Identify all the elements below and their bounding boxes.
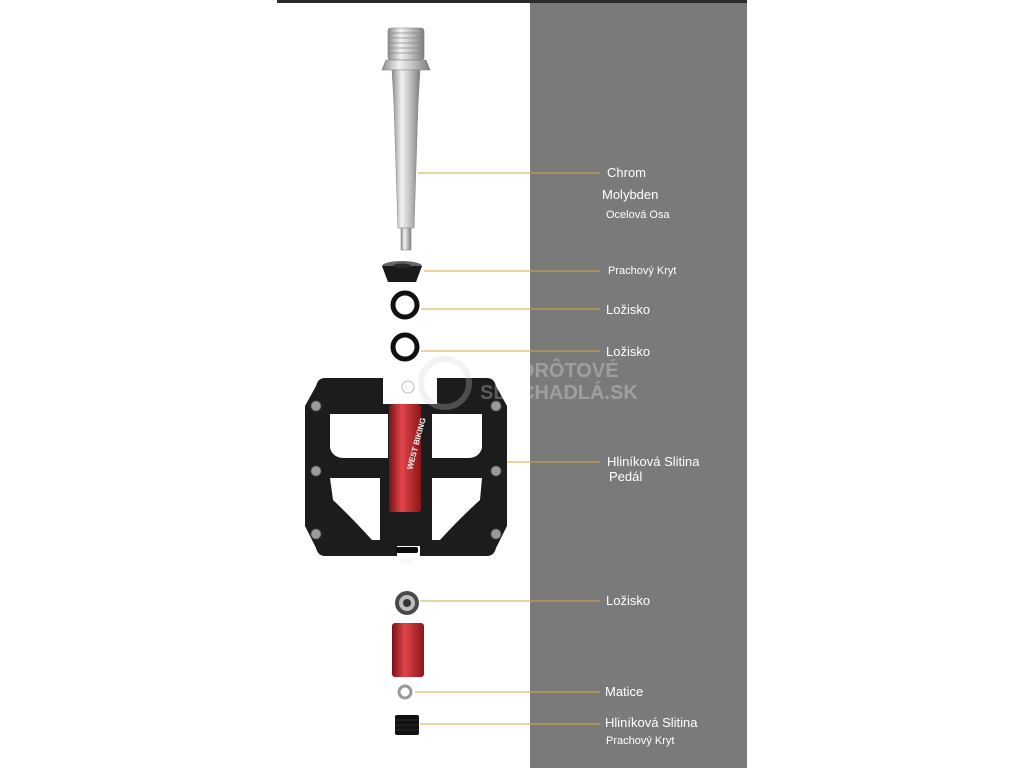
- label-bearing-1: Ložisko: [606, 302, 651, 317]
- end-cap-part: [395, 715, 419, 735]
- nut-part: [399, 686, 411, 698]
- watermark-line-2: SLÚCHADLÁ.SK: [480, 382, 638, 404]
- bearing-ring-2: [393, 335, 417, 359]
- label-dust-cap: Prachový Kryt: [608, 265, 677, 277]
- label-body-alloy: Hliníková Slitina: [607, 454, 700, 469]
- pedal-cnc-marking: CNC: [400, 559, 413, 565]
- label-bearing-3: Ložisko: [606, 593, 651, 608]
- label-axle-chrom: Chrom: [607, 165, 647, 180]
- label-end-cap-dust: Prachový Kryt: [606, 735, 675, 747]
- bearing-ring-1: [393, 293, 417, 317]
- cartridge-bearing-part: [395, 591, 419, 615]
- pedal-side-marking: L: [405, 385, 409, 392]
- label-end-cap-alloy: Hliníková Slitina: [605, 715, 698, 730]
- axle-part: [382, 28, 430, 250]
- pedal-body-part: [305, 378, 507, 565]
- dust-cap-part: [382, 261, 422, 282]
- watermark-logo-icon: [418, 356, 472, 410]
- label-bearing-2: Ložisko: [606, 344, 651, 359]
- label-nut: Matice: [605, 684, 644, 699]
- label-body-pedal: Pedál: [609, 469, 643, 484]
- label-axle-molybden: Molybden: [602, 187, 659, 202]
- watermark-line-1: BEZDRÔTOVÉ: [480, 360, 619, 382]
- sleeve-part: [392, 623, 424, 677]
- label-axle-steel: Ocelová Osa: [606, 209, 670, 221]
- watermark: [480, 360, 638, 404]
- pedal-brand-marking: WEST BIKING: [405, 416, 428, 471]
